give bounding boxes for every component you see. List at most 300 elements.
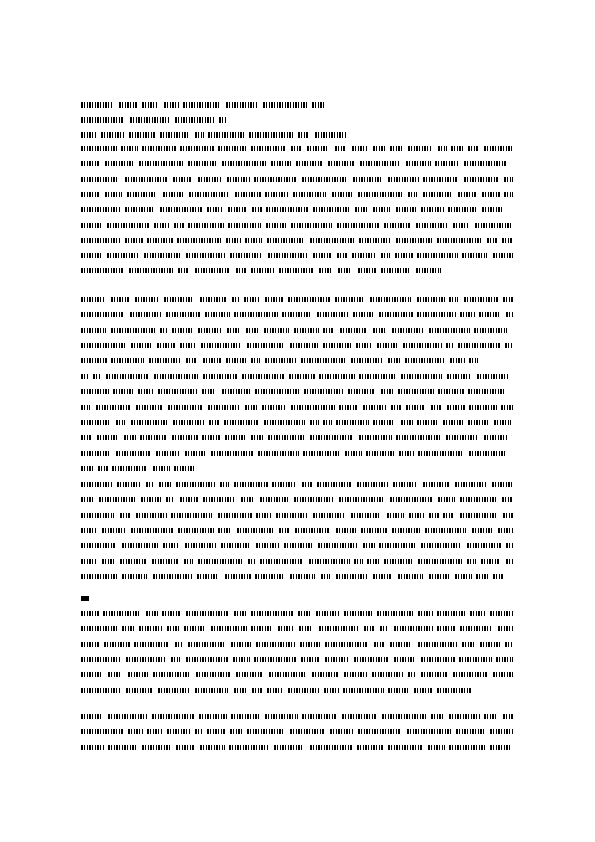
body-text-line [81,268,441,273]
text-word-block [394,626,433,631]
text-word-block [307,146,329,151]
text-word-block [81,574,117,579]
text-word-block [453,223,469,228]
text-word-block [160,207,202,212]
text-word-block [218,146,246,151]
text-word-block [251,435,264,440]
text-word-block [377,343,398,348]
text-word-block [294,497,333,502]
text-word-block [458,343,500,348]
text-word-block [267,688,283,693]
text-word-block [260,497,288,502]
text-word-block [390,497,432,502]
text-word-block [295,528,330,533]
text-word-block [227,177,250,182]
text-word-block [336,528,357,533]
text-word-block [279,268,314,273]
text-word-block [303,451,341,456]
text-word-block [81,543,116,548]
text-word-block [185,451,207,456]
text-word-block [423,192,453,197]
text-word-block [81,389,109,394]
text-word-block [178,528,214,533]
text-word-block [429,328,470,333]
text-word-block [141,497,161,502]
text-word-block [135,297,158,302]
text-word-block [104,642,130,647]
text-word-block [319,374,355,379]
text-word-block [81,102,113,108]
text-word-block [81,328,106,333]
text-word-block [256,513,272,518]
text-word-block [502,497,513,502]
text-word-block [351,358,382,363]
text-word-block [130,312,162,317]
text-word-block [96,405,130,410]
text-word-block [504,177,513,182]
text-word-block [81,559,97,564]
text-word-block [429,574,450,579]
text-word-block [198,328,221,333]
text-word-block [117,482,140,487]
text-word-block [159,482,171,487]
text-word-block [81,132,96,138]
text-word-block [395,253,413,258]
body-text-line [81,223,513,228]
text-word-block [221,543,251,548]
text-word-block [258,451,299,456]
text-word-block [234,482,268,487]
text-word-block [254,657,296,662]
text-word-block [268,435,306,440]
text-word-block [475,223,513,228]
text-word-block [354,559,363,564]
text-word-block [237,528,275,533]
text-word-block [449,297,458,302]
text-word-block [102,528,126,533]
text-word-block [247,729,285,734]
text-word-block [163,192,183,197]
text-word-block [323,328,334,333]
text-word-block [231,714,260,719]
text-word-block [139,626,163,631]
text-word-block [81,611,99,616]
text-word-block [81,374,89,379]
text-word-block [319,626,358,631]
text-word-block [195,132,204,138]
text-word-block [446,343,454,348]
text-word-block [211,451,254,456]
text-word-block [177,238,221,243]
text-word-block [131,420,169,425]
text-word-block [251,611,294,616]
text-word-block [493,672,513,677]
text-word-block [225,574,251,579]
text-word-block [472,528,494,533]
text-word-block [264,328,289,333]
text-word-block [373,328,387,333]
text-word-block [396,238,433,243]
text-word-block [81,745,104,750]
text-word-block [358,192,403,197]
text-word-block [263,102,307,108]
text-word-block [152,714,195,719]
text-word-block [198,177,222,182]
text-word-block [506,312,513,317]
text-word-block [467,543,502,548]
body-text-line [81,657,513,662]
body-text-line [81,374,513,379]
text-word-block [377,611,414,616]
text-word-block [81,688,121,693]
text-word-block [421,672,447,677]
text-word-block [105,192,122,197]
text-word-block [482,207,503,212]
text-word-block [126,657,165,662]
text-word-block [251,358,260,363]
text-word-block [262,405,285,410]
text-word-block [256,642,296,647]
text-word-block [451,146,463,151]
text-word-block [357,482,388,487]
text-word-block [394,657,415,662]
text-word-block [228,223,261,228]
text-word-block [388,688,408,693]
text-word-block [332,192,354,197]
text-word-block [437,238,481,243]
text-word-block [431,714,444,719]
text-word-block [116,451,151,456]
text-word-block [184,559,193,564]
text-word-block [401,420,413,425]
text-word-block [138,389,153,394]
text-word-block [449,745,486,750]
text-word-block [108,745,136,750]
text-word-block [202,389,216,394]
text-word-block [184,626,205,631]
text-word-block [119,102,138,108]
text-word-block [175,642,183,647]
text-word-block [418,559,462,564]
body-text-line [81,146,513,151]
text-word-block [201,343,241,348]
text-word-block [186,657,228,662]
text-word-block [134,642,169,647]
text-word-block [492,482,513,487]
text-word-block [324,688,339,693]
document-heading-line [81,132,353,138]
document-title-line [81,102,326,108]
text-word-block [153,672,190,677]
text-word-block [173,177,192,182]
text-word-block [482,192,500,197]
text-word-block [202,435,221,440]
body-text-line [81,207,513,212]
text-word-block [490,611,513,616]
text-word-block [437,611,465,616]
text-word-block [186,253,225,258]
text-word-block [373,574,392,579]
text-word-block [230,729,243,734]
text-word-block [205,312,230,317]
text-word-block [251,146,286,151]
text-word-block [496,657,513,662]
text-word-block [125,238,143,243]
text-word-block [168,405,203,410]
text-word-block [479,312,500,317]
text-word-block [417,420,438,425]
text-word-block [81,729,123,734]
text-word-block [81,435,92,440]
text-word-block [423,482,450,487]
text-word-block [418,451,463,456]
text-word-block [102,559,114,564]
text-word-block [146,611,158,616]
text-word-block [337,223,379,228]
text-word-block [345,451,362,456]
text-word-block [373,207,390,212]
text-word-block [188,642,226,647]
text-word-block [443,420,464,425]
text-word-block [269,672,306,677]
text-word-block [339,497,384,502]
text-word-block [225,435,245,440]
text-word-block [384,223,411,228]
text-word-block [265,297,283,302]
text-word-block [342,714,377,719]
text-word-block [423,177,458,182]
text-word-block [370,297,411,302]
text-word-block [241,497,255,502]
text-word-block [498,626,513,631]
text-word-block [356,343,372,348]
text-word-block [203,374,238,379]
body-text-line [81,482,513,487]
text-word-block [502,238,513,243]
text-word-block [284,543,312,548]
text-word-block [336,574,368,579]
text-word-block [310,238,354,243]
text-word-block [131,343,151,348]
text-word-block [140,435,166,440]
text-word-block [153,574,192,579]
text-word-block [101,132,125,138]
text-word-block [81,161,99,166]
text-word-block [343,688,384,693]
text-word-block [122,543,159,548]
text-word-block [302,714,336,719]
text-word-block [456,729,485,734]
text-word-block [373,146,385,151]
text-word-block [111,297,130,302]
text-word-block [222,161,267,166]
text-word-block [244,297,259,302]
text-word-block [381,389,394,394]
text-word-block [131,528,174,533]
text-word-block [291,146,301,151]
text-word-block [81,146,117,151]
text-word-block [358,268,377,273]
text-word-block [340,328,367,333]
text-word-block [328,161,354,166]
text-word-block [81,451,111,456]
body-text-line [81,238,513,243]
text-word-block [291,405,335,410]
text-word-block [254,177,296,182]
text-word-block [128,729,143,734]
text-word-block [180,146,214,151]
text-word-block [298,132,309,138]
text-word-block [185,543,217,548]
text-word-block [344,611,373,616]
text-word-block [435,161,458,166]
text-word-block [399,451,414,456]
text-word-block [468,146,479,151]
text-word-block [209,420,219,425]
body-text-line [81,451,513,456]
text-word-block [291,223,332,228]
text-word-block [477,374,509,379]
text-word-block [313,253,331,258]
text-word-block [438,146,447,151]
text-word-block [226,102,257,108]
text-word-block [396,207,417,212]
text-word-block [302,177,347,182]
text-word-block [81,672,102,677]
text-word-block [147,238,173,243]
text-word-block [144,253,182,258]
text-word-block [408,146,432,151]
text-word-block [381,253,390,258]
text-word-block [106,374,148,379]
text-word-block [317,482,352,487]
text-word-block [266,223,287,228]
text-word-block [387,513,404,518]
text-word-block [460,513,498,518]
text-word-block [449,714,480,719]
text-word-block [455,482,487,487]
text-word-block [290,729,325,734]
text-word-block [266,207,308,212]
text-word-block [81,192,100,197]
text-word-block [481,559,500,564]
body-text-line [81,389,513,394]
text-word-block [113,389,134,394]
text-word-block [459,657,492,662]
document-subtitle-line [81,117,227,123]
text-word-block [111,328,156,333]
text-word-block [167,626,180,631]
text-word-block [416,223,448,228]
text-word-block [282,312,312,317]
text-word-block [302,482,312,487]
text-word-block [136,405,163,410]
text-word-block [421,657,455,662]
text-word-block [390,642,412,647]
body-text-line [81,358,481,363]
text-word-block [226,358,247,363]
text-word-block [139,161,184,166]
text-word-block [418,642,457,647]
text-word-block [162,611,180,616]
text-word-block [81,343,126,348]
text-word-block [484,714,497,719]
text-word-block [97,435,119,440]
text-word-block [417,253,458,258]
text-word-block [226,238,241,243]
text-word-block [234,312,278,317]
text-word-block [176,482,215,487]
text-word-block [81,312,124,317]
text-word-block [374,642,385,647]
text-word-block [409,513,425,518]
text-word-block [299,626,313,631]
text-word-block [81,657,120,662]
text-word-block [494,420,511,425]
text-word-block [312,102,326,108]
text-word-block [154,223,169,228]
text-word-block [398,389,434,394]
text-word-block [189,192,229,197]
text-word-block [160,328,168,333]
text-word-block [163,543,179,548]
text-word-block [359,435,392,440]
text-word-block [304,389,344,394]
text-word-block [447,405,465,410]
text-word-block [310,420,319,425]
text-word-block [255,574,284,579]
text-word-block [245,238,262,243]
text-word-block [186,358,197,363]
text-word-block [236,672,263,677]
text-word-block [276,513,307,518]
text-word-block [199,714,227,719]
text-word-block [252,688,263,693]
text-word-block [125,177,167,182]
text-word-block [352,146,367,151]
text-word-block [505,343,513,348]
text-word-block [364,626,375,631]
text-word-block [414,688,433,693]
text-word-block [198,559,243,564]
stray-mark [81,596,89,601]
body-text-line [81,513,513,518]
text-word-block [388,745,422,750]
text-word-block [126,688,153,693]
text-word-block [195,268,230,273]
text-word-block [81,513,114,518]
text-word-block [453,672,487,677]
text-word-block [81,642,100,647]
text-word-block [251,268,275,273]
body-text-line [81,497,513,502]
body-text-line [81,435,513,440]
body-text-line [81,312,513,317]
text-word-block [256,543,279,548]
text-word-block [188,223,224,228]
text-word-block [203,497,235,502]
text-word-block [323,420,332,425]
text-word-block [446,435,478,440]
text-word-block [460,626,492,631]
text-word-block [125,207,155,212]
body-text-line [81,626,513,631]
body-text-line [81,574,511,579]
text-word-block [236,268,246,273]
text-word-block [379,312,413,317]
body-text-line [81,729,513,734]
text-word-block [464,177,499,182]
